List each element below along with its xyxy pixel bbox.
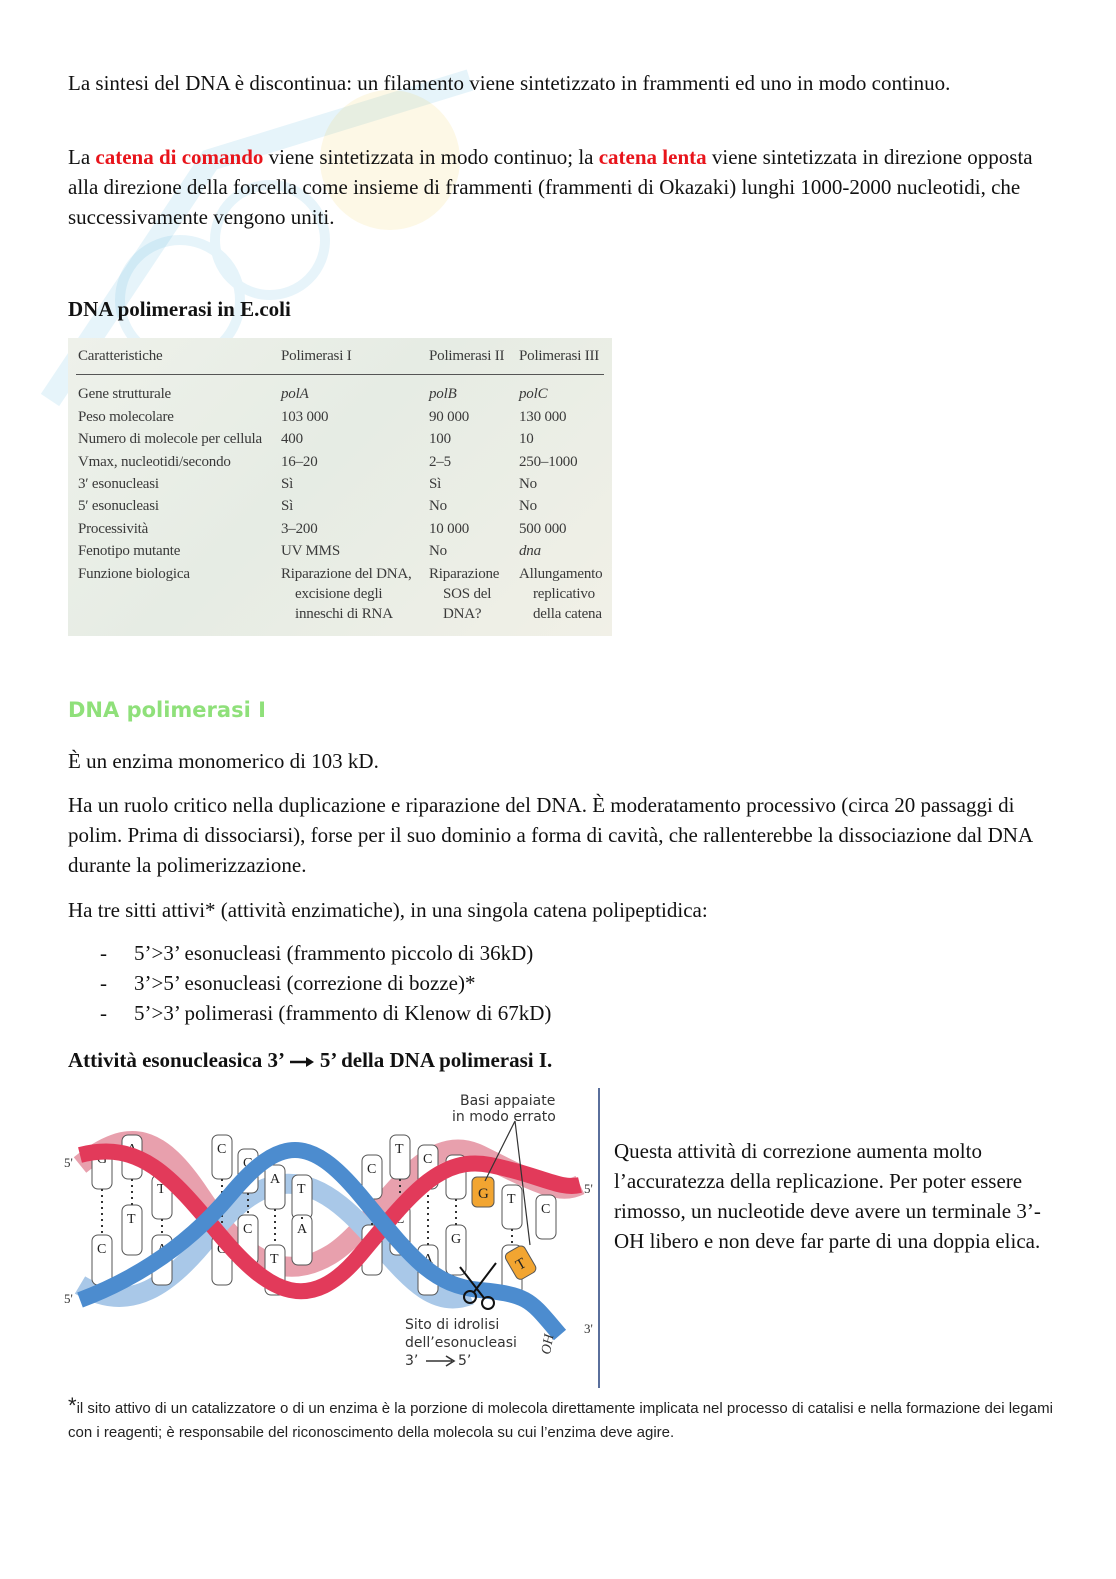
base-label: C (395, 1212, 405, 1227)
table-cell: Riparazione del DNA, (281, 566, 412, 582)
base-label: C (97, 1242, 107, 1257)
table-cell: Numero di molecole per cellula (78, 431, 262, 447)
end-label: 5' (64, 1155, 73, 1170)
text-run: viene sintetizzata in direzione opposta alla direzione della forcella come insieme di frammenti (frammenti di Okazaki) lunghi 1000-2000 nucleotidi, che successivamente vengono uniti. (68, 145, 1033, 229)
table-cell: Processività (78, 521, 149, 537)
table-cell: Gene strutturale (78, 386, 172, 402)
table-cell: 2–5 (429, 454, 451, 470)
table-header-cell: Polimerasi I (281, 348, 352, 364)
table-cell: UV MMS (281, 543, 340, 559)
figure-side-text: Questa attività di correzione aumenta molto l’accuratezza della replicazione. Per poter essere rimosso, un nucleotide deve avere un terminale 3’-OH libero e non deve far parte di una doppia elica. (614, 1139, 1041, 1253)
list-item: - 5’>3’ polimerasi (frammento di Klenow di 67kD) (100, 998, 551, 1028)
table-cell: DNA? (443, 606, 482, 622)
text-run: Attività esonucleasica 3’ (68, 1048, 289, 1072)
table-cell: No (429, 543, 447, 559)
list-item: - 3’>5’ esonucleasi (correzione di bozze)* (100, 968, 551, 998)
text-run: viene sintetizzata in modo continuo; la (263, 145, 599, 169)
label-site-3prime: 3’ (405, 1353, 419, 1369)
active-sites-list (100, 938, 551, 1028)
mismatch-base-g-label: G (478, 1186, 489, 1202)
table-cell: Peso molecolare (78, 409, 174, 425)
figure-heading (68, 1045, 1058, 1075)
table-cell: excisione degli (295, 586, 383, 602)
label-site-5prime: 5’ (458, 1353, 472, 1369)
table-cell: dna (519, 543, 541, 559)
base-label: A (297, 1222, 308, 1237)
table-cell: della catena (533, 606, 602, 622)
table-cell: 90 000 (429, 409, 470, 425)
base-label: G (243, 1156, 254, 1171)
base-label: G (451, 1232, 462, 1247)
table-cell: 5′ esonucleasi (78, 498, 159, 514)
arrow-right-icon (426, 1356, 454, 1366)
base-label: C (423, 1152, 433, 1167)
label-mismatch-line2: in modo errato (452, 1109, 556, 1125)
body-paragraph-1: È un enzima monomerico di 103 kD. (68, 749, 379, 773)
table-cell: 10 (519, 431, 534, 447)
oh-label: OH (539, 1333, 558, 1356)
label-site-line1: Sito di idrolisi (405, 1317, 500, 1333)
table-cell: 500 000 (519, 521, 567, 537)
table-cell: Sì (281, 476, 294, 492)
end-label: 3' (584, 1321, 593, 1336)
footnote-text: il sito attivo di un catalizzatore o di un enzima è la porzione di molecola direttamente implicata nel processo di catalisi e nella formazione dei legami con i reagenti; è responsabile del riconoscimento della molecola su cui l’enzima deve agire. (68, 1400, 1053, 1441)
base-label: G (451, 1162, 462, 1177)
table-cell: 100 (429, 431, 451, 447)
table-cell: 3–200 (281, 521, 318, 537)
base-label: T (507, 1192, 516, 1207)
arrow-right-icon (289, 1055, 315, 1069)
table-cell: No (519, 476, 537, 492)
base-label: C (243, 1222, 253, 1237)
table-cell: inneschi di RNA (295, 606, 393, 622)
base-label: G (367, 1232, 378, 1247)
end-label: 5' (64, 1291, 73, 1306)
body-paragraph-3: Ha tre sitti attivi* (attività enzimatiche), in una singola catena polipeptidica: (68, 898, 708, 922)
table-divider (76, 374, 604, 375)
body-paragraph-2: Ha un ruolo critico nella duplicazione e riparazione del DNA. È moderatamento processivo (circa 20 passaggi di polim. Prima di dissociarsi), forse per il suo dominio a forma di cavità, che rallenterebbe la dissociazione dal DNA durante la polimerizzazione. (68, 793, 1032, 877)
list-item: - 5’>3’ esonucleasi (frammento piccolo di 36kD) (100, 938, 551, 968)
highlight-lagging-strand: catena lenta (598, 145, 707, 169)
dna-exonuclease-figure (60, 1085, 605, 1375)
intro-paragraph-1: La sintesi del DNA è discontinua: un filamento viene sintetizzato in frammenti ed uno in modo continuo. (68, 71, 951, 95)
table-cell: Fenotipo mutante (78, 543, 181, 559)
base-label: A (157, 1242, 168, 1257)
base-label: C (217, 1142, 227, 1157)
polymerase-table (68, 338, 612, 636)
table-cell: 3′ esonucleasi (78, 476, 159, 492)
table-cell: Allungamento (519, 566, 603, 582)
end-label: 5' (584, 1181, 593, 1196)
table-cell: Sì (281, 498, 294, 514)
base-label: G (97, 1152, 108, 1167)
base-label: G (217, 1242, 228, 1257)
base-label: C (541, 1202, 551, 1217)
label-site-line2: dell’esonucleasi (405, 1335, 517, 1351)
base-label: A (127, 1142, 138, 1157)
table-cell: polC (519, 386, 548, 402)
table-cell: polB (429, 386, 457, 402)
table-cell: polA (281, 386, 309, 402)
label-mismatch-line1: Basi appaiate (460, 1093, 556, 1109)
table-cell: Sì (429, 476, 442, 492)
figure-divider (598, 1088, 600, 1388)
table-header-cell: Polimerasi II (429, 348, 505, 364)
footnote (68, 1394, 1058, 1445)
table-cell: 16–20 (281, 454, 318, 470)
base-label: T (127, 1212, 136, 1227)
mismatch-base-t-label: T (513, 1255, 530, 1274)
footnote-star: * (68, 1393, 77, 1418)
table-heading: DNA polimerasi in E.coli (68, 297, 291, 321)
intro-paragraph-2 (68, 142, 1058, 232)
table-cell: Riparazione (429, 566, 500, 582)
table-header-cell: Polimerasi III (519, 348, 600, 364)
base-label: T (270, 1252, 279, 1267)
text-run: La (68, 145, 96, 169)
base-label: A (423, 1252, 434, 1267)
table-cell: replicativo (533, 586, 595, 602)
section-title: DNA polimerasi I (68, 698, 266, 722)
table-cell: Vmax, nucleotidi/secondo (78, 454, 231, 470)
table-cell: Funzione biologica (78, 566, 190, 582)
base-label: T (395, 1142, 404, 1157)
base-label: T (157, 1182, 166, 1197)
table-cell: No (429, 498, 447, 514)
base-label: A (270, 1172, 281, 1187)
table-cell: 10 000 (429, 521, 470, 537)
table-cell: 130 000 (519, 409, 567, 425)
table-cell: No (519, 498, 537, 514)
highlight-leading-strand: catena di comando (95, 145, 264, 169)
table-cell: 400 (281, 431, 303, 447)
base-label: C (367, 1162, 377, 1177)
table-cell: 103 000 (281, 409, 329, 425)
base-label: T (297, 1182, 306, 1197)
table-header-cell: Caratteristiche (78, 348, 163, 364)
table-cell: SOS del (443, 586, 492, 602)
table-cell: 250–1000 (519, 454, 578, 470)
text-run: 5’ della DNA polimerasi I. (314, 1048, 553, 1072)
